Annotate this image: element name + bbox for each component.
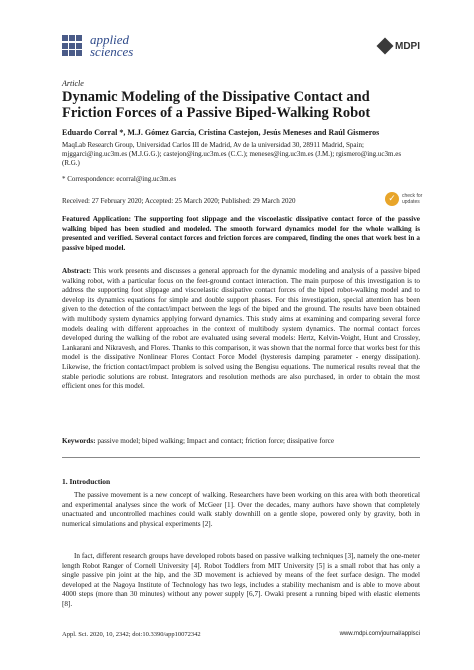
publication-dates: Received: 27 February 2020; Accepted: 25 March 2020; Published: 29 March 2020 (62, 197, 296, 205)
check-updates-badge[interactable] (385, 192, 428, 206)
featured-text: The supporting foot slippage and the viscoelastic dissipative contact force of the passive walking biped has been studied and modeled. The smooth forward dynamics model for the whole walking is presented and verified. Several contact forces and friction forces are compared, finding the ones that work best in a passive biped model. (62, 215, 420, 252)
journal-name (90, 34, 133, 58)
keywords-label: Keywords: (62, 437, 96, 445)
abstract-text: This work presents and discusses a general approach for the dynamic modeling and analysis of a passive biped walking robot, with a particular focus on the feet-ground contact interaction. The main purpose of this investigation is to address the supporting foot slippage and viscoelastic dissipative contact forces of the biped robot-walking model and to develop its dynamics equations for simple and double support phases. For this investigation, special attention has been given to the detection of the contact/impact between the legs of the biped and the ground. The results have been obtained with multibody system dynamics applying forward dynamics. This study aims at examining and comparing several force models dealing with different approaches in the context of multibody system dynamics. The normal contact forces developed during the walking of the robot are evaluated using several models: Hertz, Kelvin-Voight, Hunt and Crossley, Lankarani and Nikravesh, and Flores. Thanks to this comparison, it was shown that the normal force that works best for this model is the dissipative Nonlinear Flores Contact Force Model (hysteresis damping parameter - energy dissipation). Likewise, the friction contact/impact problem is solved using the Bengisu equations. The numerical results reveal that the stable periodic solutions are robust. Integrators and resolution methods are also purchased, in order to obtain the most efficient ones for this model. (62, 267, 421, 391)
keywords-text: passive model; biped walking; Impact and contact; friction force; dissipative force (97, 437, 335, 445)
check-updates-icon: ✓ (385, 192, 399, 206)
intro-paragraph-2: In fact, different research groups have developed robots based on passive walking techniques [3], namely the one-meter length Robot Ranger of Cornell University [4]. Robot Toddlers from MIT University [5] is a small robot that has only a single passive pin joint at the hip, and the 3D movement is achieved by means of the feet surface design. The model developed at the Nagoya Institute of Technology has two legs, includes a stability mechanism and is able to move about 4000 steps (more than 30 minutes) without any power supply [6,7]. Owaki present a running biped with elastic elements [8]. (62, 552, 420, 608)
section-title: 1. Introduction (62, 477, 111, 486)
section-divider (62, 457, 420, 458)
check-updates-label: check for updates (402, 193, 423, 205)
footer-url[interactable]: www.mdpi.com/journal/applsci (339, 631, 420, 637)
journal-name-line2: sciences (90, 44, 134, 59)
abstract (62, 267, 420, 392)
featured-label: Featured Application: (62, 215, 132, 223)
mdpi-diamond-icon (377, 38, 394, 55)
featured-application (62, 215, 420, 253)
author-list[interactable]: Eduardo Corral *, M.J. Gómez García, Cristina Castejon, Jesús Meneses and Raúl Gismeros (62, 128, 380, 137)
journal-logo[interactable] (62, 34, 133, 58)
keywords (62, 437, 420, 447)
article-type: Article (62, 79, 84, 88)
journal-name-line1: applied (90, 32, 129, 47)
journal-logo-icon (62, 35, 84, 57)
paper-title: Dynamic Modeling of the Dissipative Contact and Friction Forces of a Passive Biped-Walking Robot (62, 89, 371, 121)
footer-citation: Appl. Sci. 2020, 10, 2342; doi:10.3390/app10072342 (62, 631, 201, 638)
intro-paragraph-1: The passive movement is a new concept of walking. Researchers have been working on this area with both theoretical and experimental analyses since the work of McGeer [1]. Over the decades, many authors have shown that completely unactuated and uncontrolled machines could walk stably downhill on a gentle slope, powered only by gravity, both in numerical simulations and physical experiments [2]. (62, 491, 420, 528)
correspondence: * Correspondence: ecorral@ing.uc3m.es (62, 175, 177, 183)
publisher-name: MDPI (395, 40, 420, 52)
affiliation: MaqLab Research Group, Universidad Carlos III de Madrid, Av de la universidad 30, 28911 Madrid, Spain; mjggarci@ing.uc3m.es (M.J.G.G.); castejon@ing.uc3m.es (C.C.); meneses@ing.uc3m.es (J.M.); rgismero@ing.uc3m.es (R.G.) (62, 141, 402, 167)
abstract-label: Abstract: (62, 267, 92, 275)
publisher-logo[interactable] (379, 40, 420, 52)
